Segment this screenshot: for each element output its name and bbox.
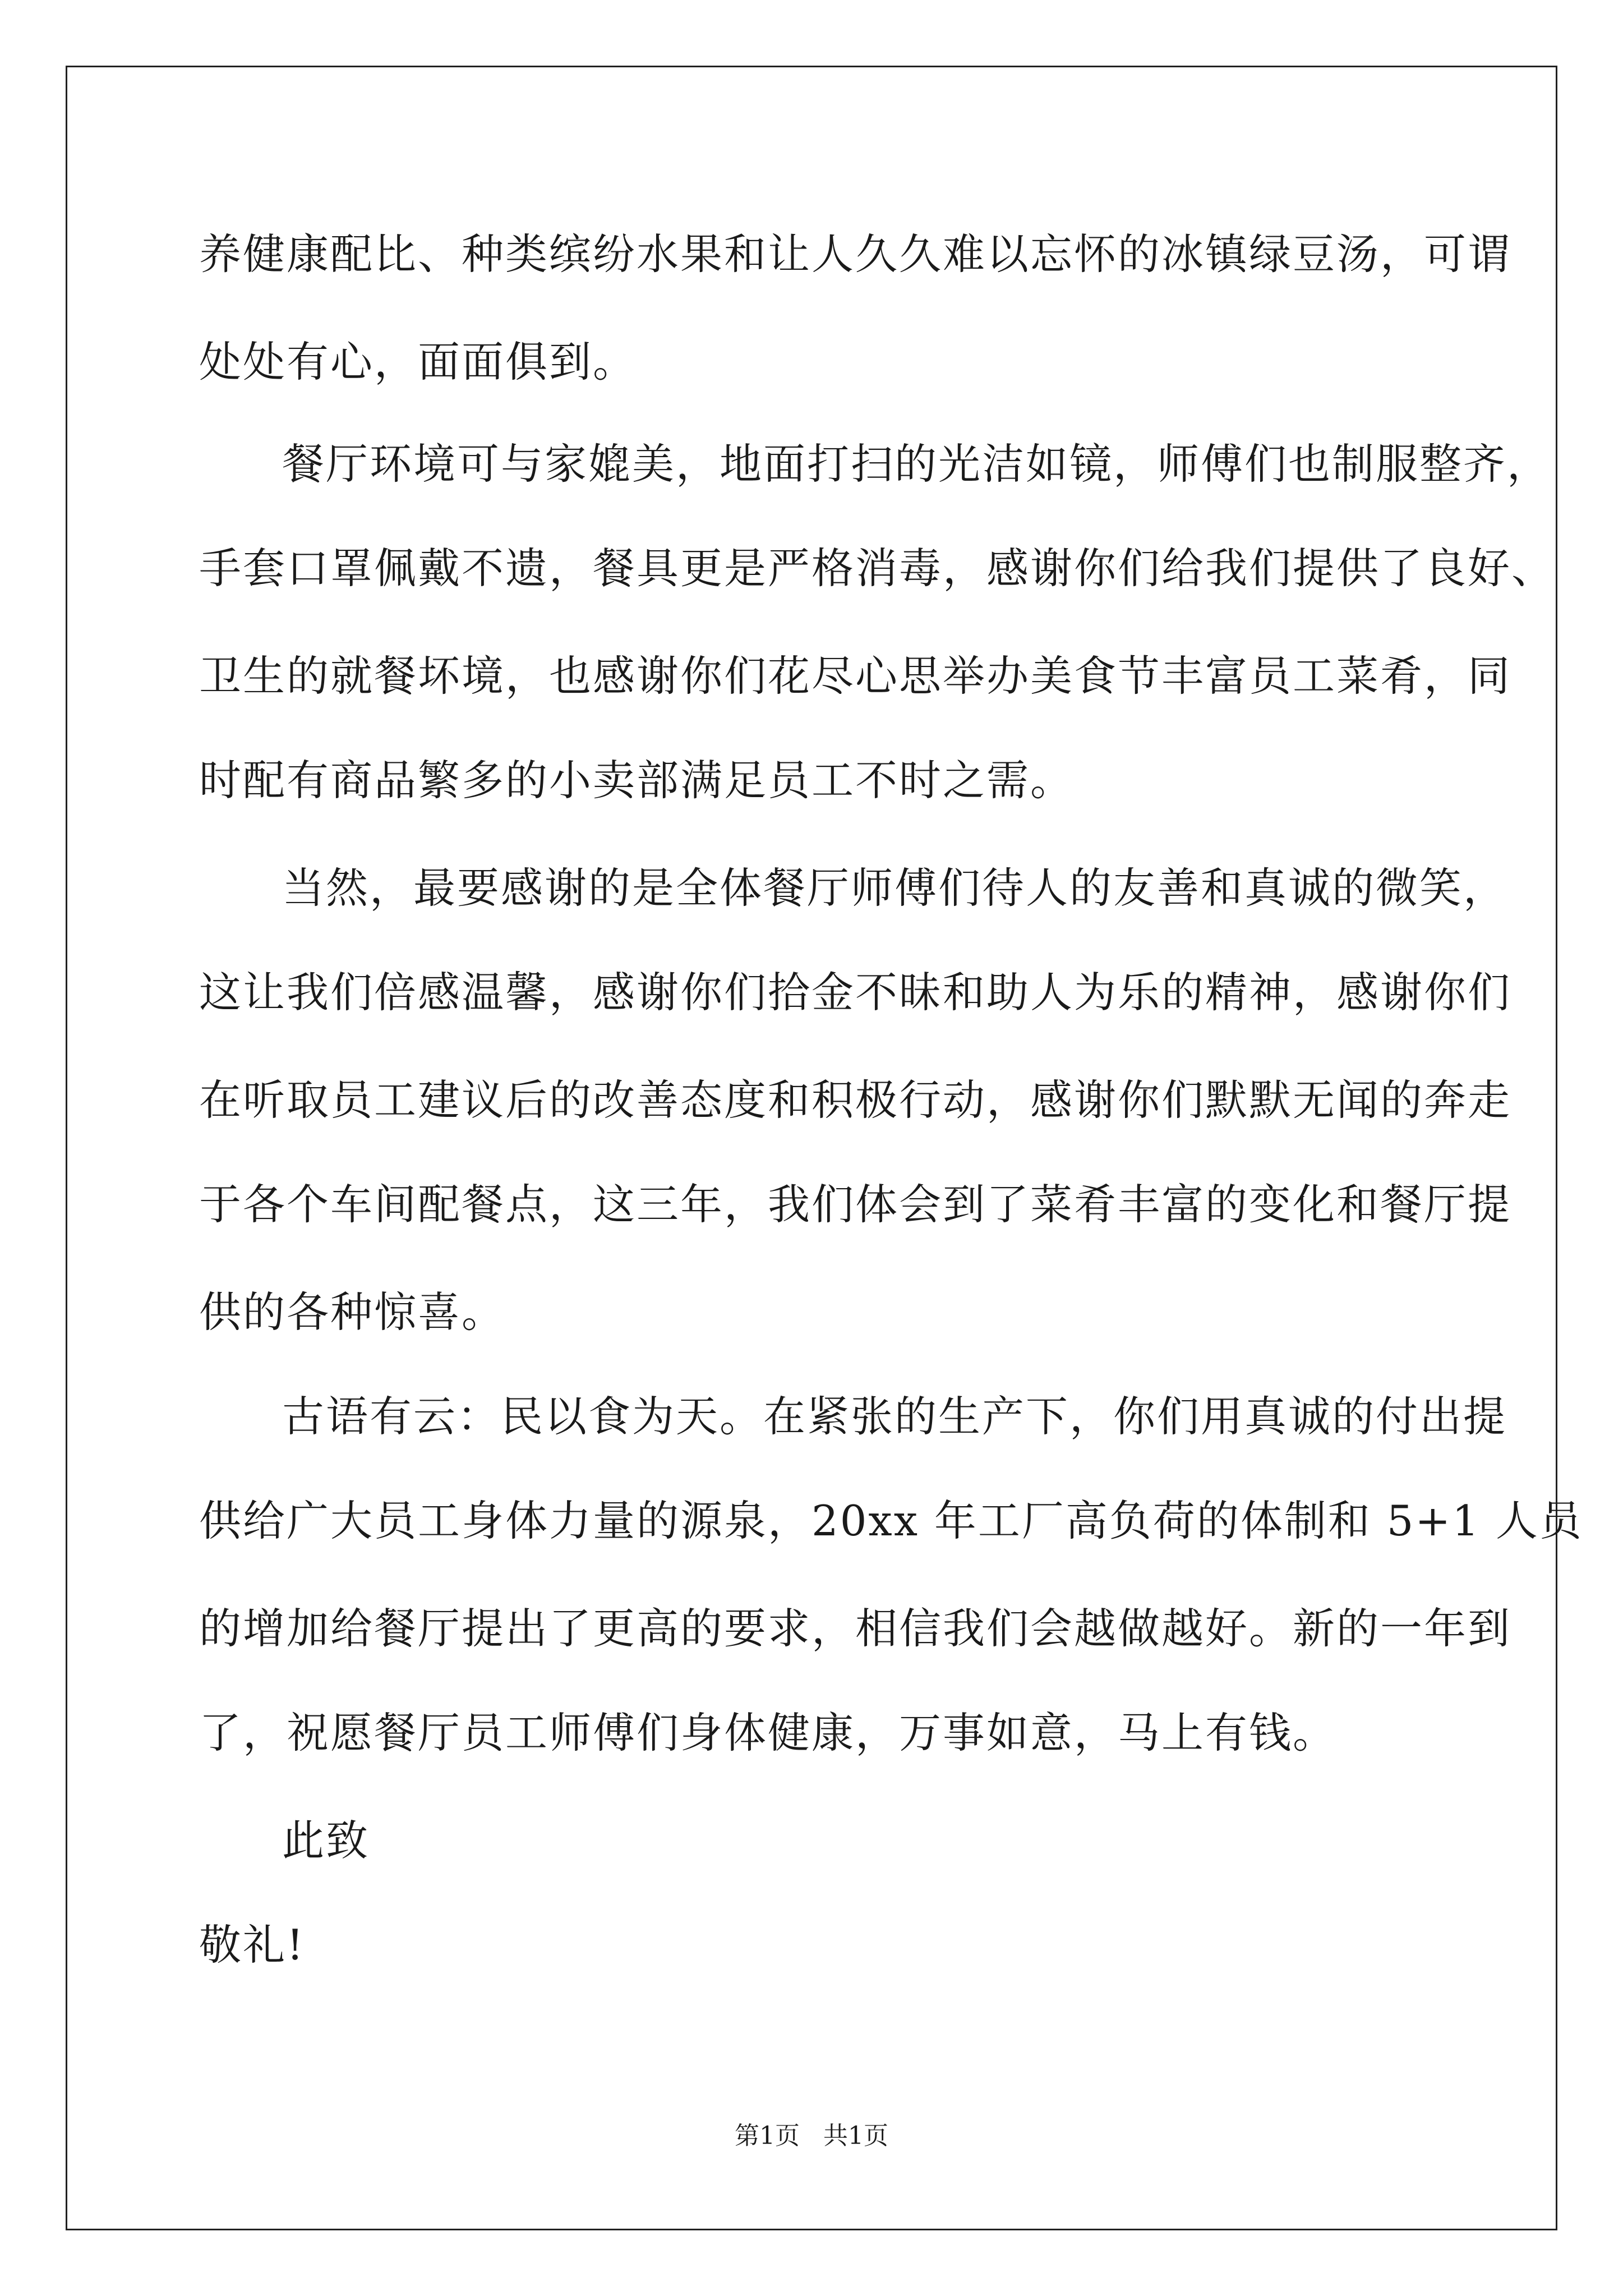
text-line: 时配有商品繁多的小卖部满足员工不时之需。 (199, 756, 1075, 805)
text-line: 了，祝愿餐厅员工师傅们身体健康，万事如意，马上有钱。 (199, 1708, 1337, 1757)
text-line: 于各个车间配餐点，这三年，我们体会到了菜肴丰富的变化和餐厅提 (199, 1180, 1512, 1229)
text-line: 当然，最要感谢的是全体餐厅师傅们待人的友善和真诚的微笑， (282, 863, 1507, 913)
text-line: 卫生的就餐坏境，也感谢你们花尽心思举办美食节丰富员工菜肴，同 (199, 651, 1512, 701)
text-line: 的增加给餐厅提出了更高的要求，相信我们会越做越好。新的一年到 (199, 1604, 1512, 1653)
text-line: 古语有云：民以食为天。在紧张的生产下，你们用真诚的付出提 (282, 1392, 1507, 1441)
text-line: 餐厅环境可与家媲美，地面打扫的光洁如镜，师傅们也制服整齐， (282, 439, 1551, 489)
text-line: 在听取员工建议后的改善态度和积极行动，感谢你们默默无闻的奔走 (199, 1075, 1512, 1125)
text-line: 这让我们倍感温馨，感谢你们拾金不昧和助人为乐的精神，感谢你们 (199, 968, 1512, 1017)
closing-salutation: 此致 (282, 1816, 370, 1865)
page-footer: 第1页 共1页 (735, 2122, 888, 2150)
closing-regards: 敬礼! (199, 1920, 306, 1970)
text-line: 养健康配比、种类缤纷水果和让人久久难以忘怀的冰镇绿豆汤，可谓 (199, 229, 1512, 279)
page-border (66, 66, 1557, 2230)
text-line: 供给广大员工身体力量的源泉，20xx 年工厂高负荷的体制和 5+1 人员 (199, 1496, 1583, 1545)
text-line: 供的各种惊喜。 (199, 1287, 506, 1337)
text-line: 处处有心，面面俱到。 (199, 337, 637, 386)
text-line: 手套口罩佩戴不遗，餐具更是严格消毒，感谢你们给我们提供了良好、 (199, 544, 1556, 593)
